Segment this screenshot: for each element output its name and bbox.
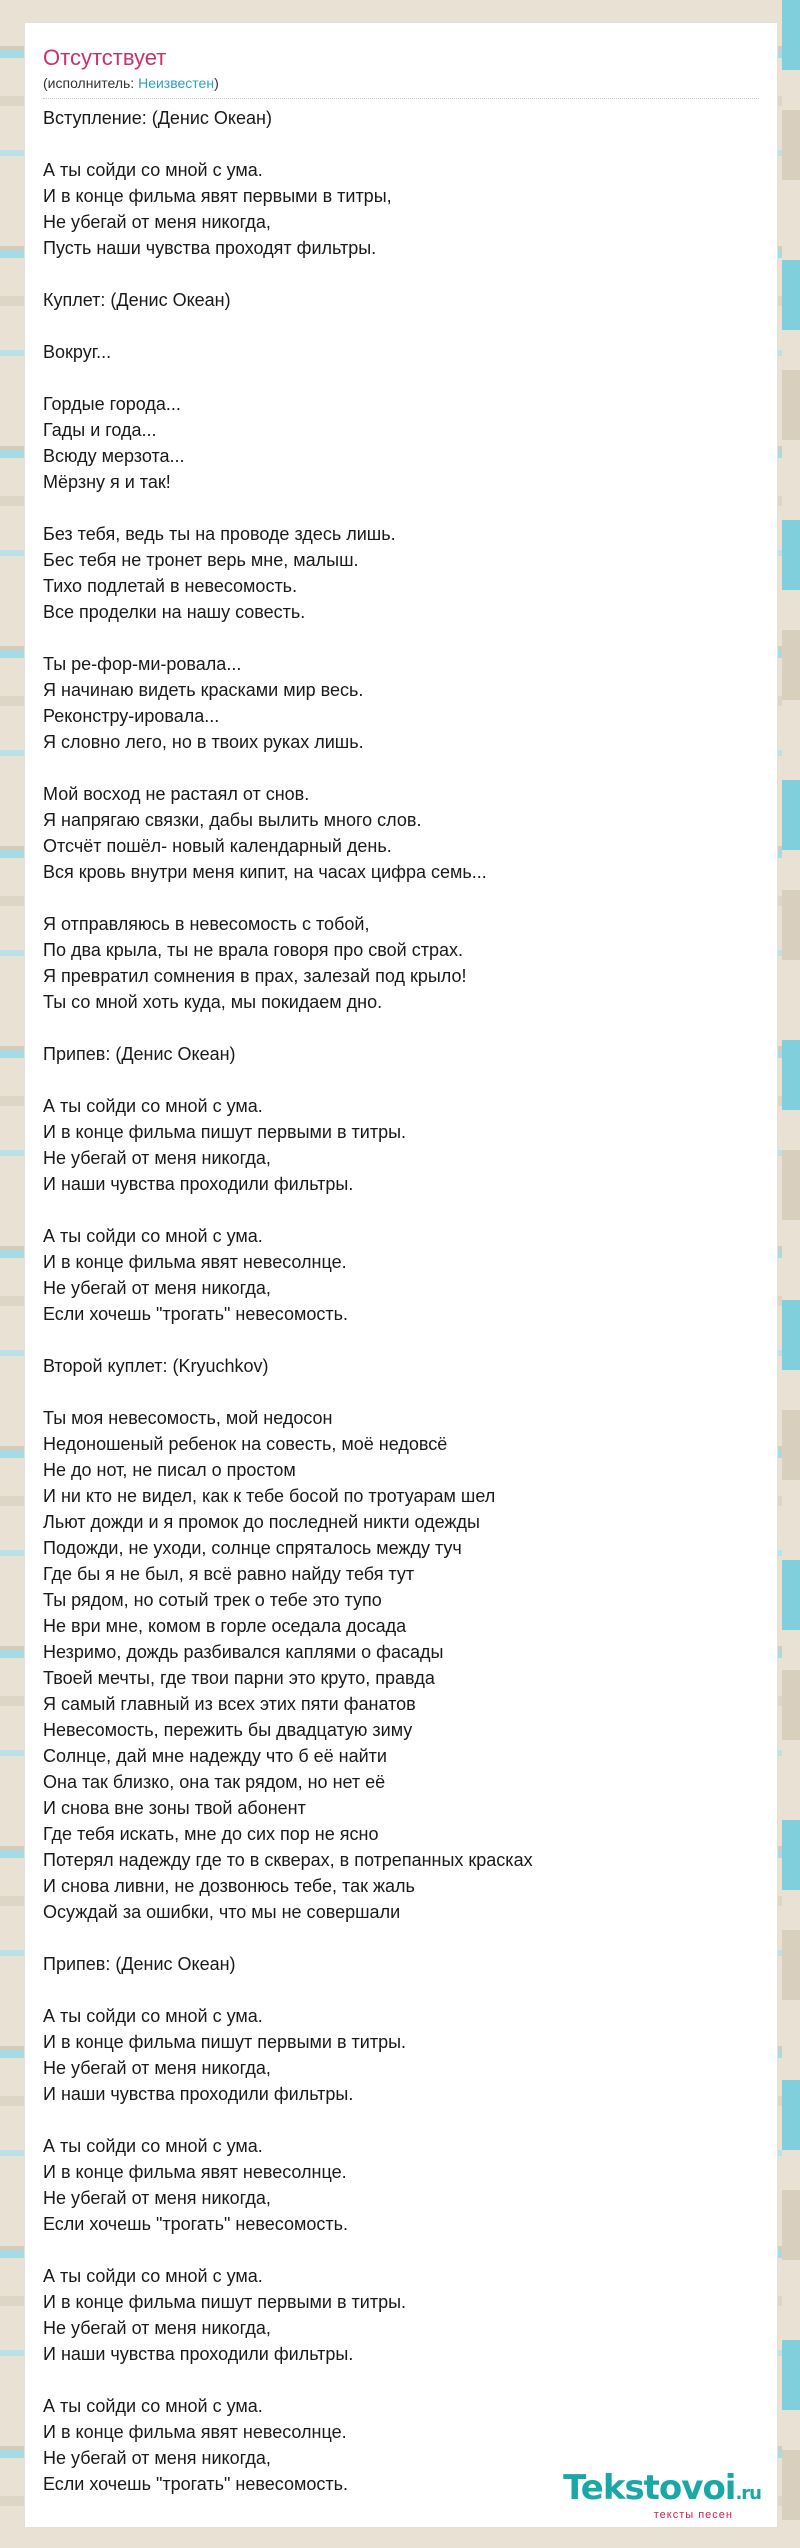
site-logo[interactable] [563, 2469, 761, 2521]
song-header [25, 23, 777, 92]
lyrics-text: Вступление: (Денис Океан) А ты сойди со мной с ума. И в конце фильма явят первыми в титры, Не убегай от меня никогда, Пусть наши чувства проходят фильтры. Куплет: (Денис Океан) Вокруг... Гордые города... Гады и года... Всюду мерзота... Мёрзну я и так! Без тебя, ведь ты на проводе здесь лишь. Бес тебя не тронет верь мне, малыш. Тихо подлетай в невесомость. Все проделки на нашу совесть. Ты ре-фор-ми-ровала... Я начинаю видеть красками мир весь. Реконстру-ировала... Я словно лего, но в твоих руках лишь. Мой восход не растаял от снов. Я напрягаю связки, дабы вылить много слов. Отсчёт пошёл- новый календарный день. Вся кровь внутри меня кипит, на часах цифра семь... Я отправляюсь в невесомость с тобой, По два крыла, ты не врала говоря про свой страх. Я превратил сомнения в прах, залезай под крыло! Ты со мной хоть куда, мы покидаем дно. Припев: (Денис Океан) А ты сойди со мной с ума. И в конце фильма пишут первыми в титры. Не убегай от меня никогда, И наши чувства проходили фильтры. А ты сойди со мной с ума. И в конце фильма явят невесолнце. Не убегай от меня никогда, Если хочешь "трогать" невесомость. Второй куплет: (Kryuchkov) Ты моя невесомость, мой недосон Недоношеный ребенок на совесть, моё недовсё Не до нот, не писал о простом И ни кто не видел, как к тебе босой по тротуарам шел Льют дожди и я промок до последней никти одежды Подожди, не уходи, солнце спряталось между туч Где бы я не был, я всё равно найду тебя тут Ты рядом, но сотый трек о тебе это тупо Не ври мне, комом в горле оседала досада Незримо, дождь разбивался каплями о фасады Твоей мечты, где твои парни это круто, правда Я самый главный из всех этих пяти фанатов Невесомость, пережить бы двадцатую зиму Солнце, дай мне надежду что б её найти Она так близко, она так рядом, но нет её И снова вне зоны твой абонент Где тебя искать, мне до сих пор не ясно Потерял надежду где то в скверах, в потрепанных красках И снова ливни, не дозвонюсь тебе, так жаль Осуждай за ошибки, что мы не совершали Припев: (Денис Океан) А ты сойди со мной с ума. И в конце фильма пишут первыми в титры. Не убегай от меня никогда, И наши чувства проходили фильтры. А ты сойди со мной с ума. И в конце фильма явят невесолнце. Не убегай от меня никогда, Если хочешь "трогать" невесомость. А ты сойди со мной с ума. И в конце фильма пишут первыми в титры. Не убегай от меня никогда, И наши чувства проходили фильтры. А ты сойди со мной с ума. И в конце фильма явят невесолнце. Не убегай от меня никогда, Если хочешь "трогать" невесомость. [43, 108, 533, 2494]
artist-suffix: ) [214, 75, 219, 91]
artist-prefix: (исполнитель: [43, 75, 139, 91]
logo-domain: .ru [735, 2483, 761, 2504]
artist-line [43, 74, 777, 92]
song-title: Отсутствует [43, 45, 167, 70]
lyrics-card [24, 22, 778, 2528]
logo-part-1: Tekstovoi [563, 2468, 736, 2508]
decorative-strip [782, 0, 800, 2548]
logo-wordmark [563, 2469, 761, 2513]
logo-tagline: тексты песен [653, 2509, 733, 2521]
artist-link[interactable]: Неизвестен [138, 75, 215, 91]
